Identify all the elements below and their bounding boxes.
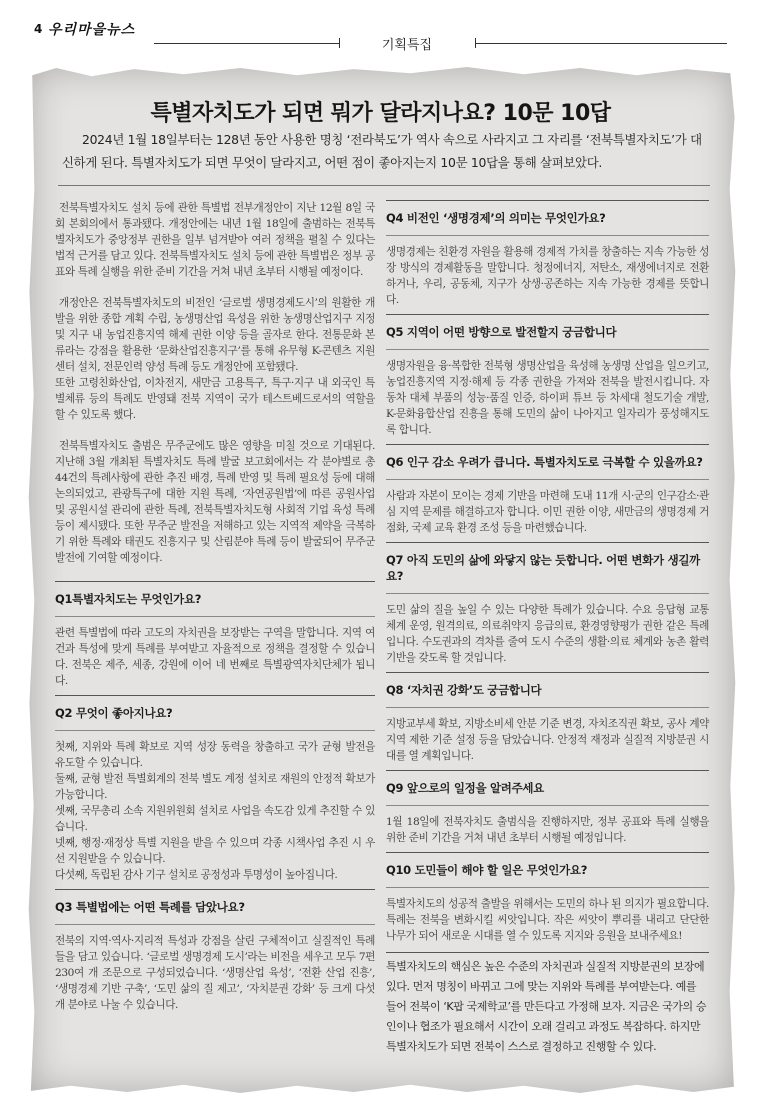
article-title: 특별자치도가 되면 뭐가 달라지나요? 10문 10답 [150, 101, 611, 126]
answer-text: 전북의 지역·역사·지리적 특성과 강점을 살린 구체적이고 실질적인 특례들을 담고 있습니다. ‘글로벌 생명경제 도시’라는 비전을 세우고 모두 7편 230여 개 조문으로 구성되었습니다. ‘생명산업 육성’, ‘전환 산업 진흥’, ‘생명경제 기반 구축’, ‘도민 삶의 질 제고’, ‘자치분권 강화’ 등 크게 다섯 개 분야로 나눌 수 있습니다. [55, 924, 375, 1013]
answer-text: 관련 특별법에 따라 고도의 자치권을 보장받는 구역을 말합니다. 지역 여건과 특성에 맞게 특례를 부여받고 자율적으로 정책을 결정할 수 있습니다. 전북은 제주, 세종, 강원에 이어 네 번째로 특별광역자치단체가 됩니다. [55, 616, 375, 689]
answer-text: 생명경제는 친환경 자원을 활용해 경제적 가치를 창출하는 지속 가능한 성장 방식의 경제활동을 말합니다. 청정에너지, 저탄소, 재생에너지로 전환하거나, 우리, 공동체, 지구가 상생·공존하는 지속 가능한 경제를 뜻합니다. [386, 235, 709, 308]
page-number: 4 [34, 22, 43, 36]
body-paragraph: 전북특별자치도 설치 등에 관한 특별법 전부개정안이 지난 12월 8일 국회 본회의에서 통과됐다. 개정안에는 내년 1월 18일에 출범하는 전북특별자치도가 중앙정부 권한을 일부 넘겨받아 여러 정책을 펼칠 수 있다는 법적 근거를 담고 있다. 전북특별자치도 설치 등에 관한 특별법은 정부 공표와 특례 실행을 위한 준비 기간을 거쳐 내년 초부터 시행될 예정이다. [55, 202, 375, 278]
qa-item-2 [55, 695, 375, 883]
qa-item-10 [386, 852, 709, 944]
section-label: 기획특집 [381, 38, 433, 53]
header-rule-right [475, 43, 727, 44]
body-paragraph: 개정안은 전북특별자치도의 비전인 ‘글로벌 생명경제도시’의 원활한 개발을 위한 종합 계획 수립, 농생명산업 육성을 위한 농생명산업지구 지정 및 지구 내 농업진흥지역 해제 권한 이양 등을 골자로 한다. 전통문화 본류라는 강점을 활용한 ‘문화산업진흥지구’를 통해 유무형 K-콘텐츠 지원센터 설치, 전문인력 양성 특례 등도 개정안에 포함됐다. 또한 고령친화산업, 이차전지, 새만금 고용특구, 특구·지구 내 외국인 특별체류 등의 특례도 반영돼 전북 지역이 국가 테스트베드로서의 역할을 할 수 있도록 했다. [55, 297, 375, 421]
answer-text: 특별자치도의 성공적 출발을 위해서는 도민의 하나 된 의지가 필요합니다. 특례는 전북을 변화시킬 씨앗입니다. 작은 씨앗이 뿌리를 내리고 단단한 나무가 되어 새로운 시대를 열 수 있도록 지지와 응원을 보내주세요! [386, 887, 709, 944]
newspaper-logo: 우리마을뉴스 [48, 22, 136, 38]
qa-item-9 [386, 770, 709, 846]
answer-text: 도민 삶의 질을 높일 수 있는 다양한 특례가 있습니다. 수요 응답형 교통 체계 운영, 원격의료, 의료취약지 응급의료, 환경영향평가 권한 같은 특례입니다. 수도권과의 격차를 줄여 도시 수준의 생활·의료 체계와 농촌 활력 기반을 갖도록 할 것입니다. [386, 593, 709, 666]
left-column [55, 200, 375, 1019]
question-heading: Q8 ‘자치권 강화’도 궁금합니다 [386, 672, 709, 707]
closing-paragraph: 특별자치도의 핵심은 높은 수준의 자치권과 실질적 지방분권의 보장에 있다. 먼저 명칭이 바뀌고 그에 맞는 지위와 특례를 부여받는다. 예를 들어 전북이 ‘K팝 국제학교’를 만든다고 가정해 보자. 지금은 국가의 승인이나 협조가 필요해서 시간이 오래 걸리고 과정도 복잡하다. 하지만 특별자치도가 되면 전북이 스스로 결정하고 진행할 수 있다. [386, 952, 709, 1057]
question-heading: Q9 앞으로의 일정을 알려주세요 [386, 770, 709, 805]
answer-line: 넷째, 행정·재정상 특별 지원을 받을 수 있으며 각종 시책사업 추진 시 우선 지원받을 수 있습니다. [55, 837, 375, 865]
answer-text: 사람과 자본이 모이는 경제 기반을 마련해 도내 11개 시·군의 인구감소·관심 지역 문제를 해결하고자 합니다. 이민 권한 이양, 새만금의 생명경제 거점화, 국제 교육 환경 조성 등을 마련했습니다. [386, 479, 709, 536]
answer-line: 셋째, 국무총리 소속 지원위원회 설치로 사업을 속도감 있게 추진할 수 있습니다. [55, 805, 375, 833]
header-rule-left [154, 43, 339, 44]
question-heading: Q2 무엇이 좋아지나요? [55, 695, 375, 730]
answer-text: 생명자원을 융·복합한 전북형 생명산업을 육성해 농생명 산업을 일으키고, 농업진흥지역 지정·해제 등 각종 권한을 가져와 전북을 발전시킵니다. 자동차 대체 부품의 성능·품질 인증, 하이퍼 튜브 등 차세대 철도기술 개발, K-문화융합산업 진흥을 통해 도민의 삶이 나아지고 일자리가 풍성해지도록 합니다. [386, 349, 709, 438]
question-heading: Q5 지역이 어떤 방향으로 발전할지 궁금합니다 [386, 314, 709, 349]
answer-text: 지방교부세 확보, 지방소비세 안분 기준 변경, 자치조직권 확보, 공사 계약 지역 제한 기준 설정 등을 담았습니다. 안정적 재정과 실질적 지방분권 시대를 열 계획입니다. [386, 707, 709, 764]
qa-item-8 [386, 672, 709, 764]
answer-line: 둘째, 균형 발전 특별회계의 전북 별도 계정 설치로 재원의 안정적 확보가 가능합니다. [55, 773, 375, 801]
qa-item-1 [55, 581, 375, 689]
body-paragraph: 전북특별자치도 출범은 무주군에도 많은 영향을 미칠 것으로 기대된다. 지난해 3월 개최된 특별자치도 특례 발굴 보고회에서는 각 분야별로 총 44건의 특례사항에 관한 추진 배경, 특례 반영 및 특례 필요성 등에 대해 논의되었고, 관광특구에 대한 지원 특례, ‘자연공원법’에 따른 공원사업 및 공원시설 관리에 관한 특례, 전북특별자치도형 사회적 기업 육성 특례 등이 제시됐다. 또한 무주군 발전을 저해하고 있는 지역적 제약을 극복하기 위한 특례와 태권도 진흥지구 및 산림분야 특례 등이 발굴되어 무주군 발전에 기여할 예정이다. [55, 440, 375, 564]
question-heading: Q6 인구 감소 우려가 큽니다. 특별자치도로 극복할 수 있을까요? [386, 444, 709, 479]
qa-item-4 [386, 200, 709, 308]
answer-line: 첫째, 지위와 특례 확보로 지역 성장 동력을 창출하고 국가 균형 발전을 유도할 수 있습니다. [55, 741, 375, 769]
article-intro: 2024년 1월 18일부터는 128년 동안 사용한 명칭 ‘전라북도’가 역사 속으로 사라지고 그 자리를 ‘전북특별자치도’가 대신하게 된다. 특별자치도가 되면 무엇이 달라지고, 어떤 점이 좋아지는지 10문 10답을 통해 살펴보았다. [62, 132, 702, 170]
qa-item-5 [386, 314, 709, 438]
right-column [386, 200, 709, 1057]
qa-item-6 [386, 444, 709, 536]
question-heading: Q7 아직 도민의 삶에 와닿지 않는 듯합니다. 어떤 변화가 생길까요? [386, 542, 709, 593]
answer-line: 다섯째, 독립된 감사 기구 설치로 공정성과 투명성이 높아집니다. [55, 869, 338, 881]
intro-divider [58, 185, 710, 186]
question-heading: Q10 도민들이 해야 할 일은 무엇인가요? [386, 852, 709, 887]
header-tick-left [339, 38, 340, 48]
answer-text: 1월 18일에 전북자치도 출범식을 진행하지만, 정부 공표와 특례 실행을 위한 준비 기간을 거쳐 내년 초부터 시행될 예정입니다. [386, 805, 709, 846]
question-heading: Q3 특별법에는 어떤 특례를 담았나요? [55, 889, 375, 924]
question-heading: Q1특별자치도는 무엇인가요? [55, 581, 375, 616]
answer-list [55, 730, 375, 883]
qa-item-3 [55, 889, 375, 1013]
page-header [34, 14, 727, 53]
qa-item-7 [386, 542, 709, 666]
question-heading: Q4 비전인 ‘생명경제’의 의미는 무엇인가요? [386, 200, 709, 235]
